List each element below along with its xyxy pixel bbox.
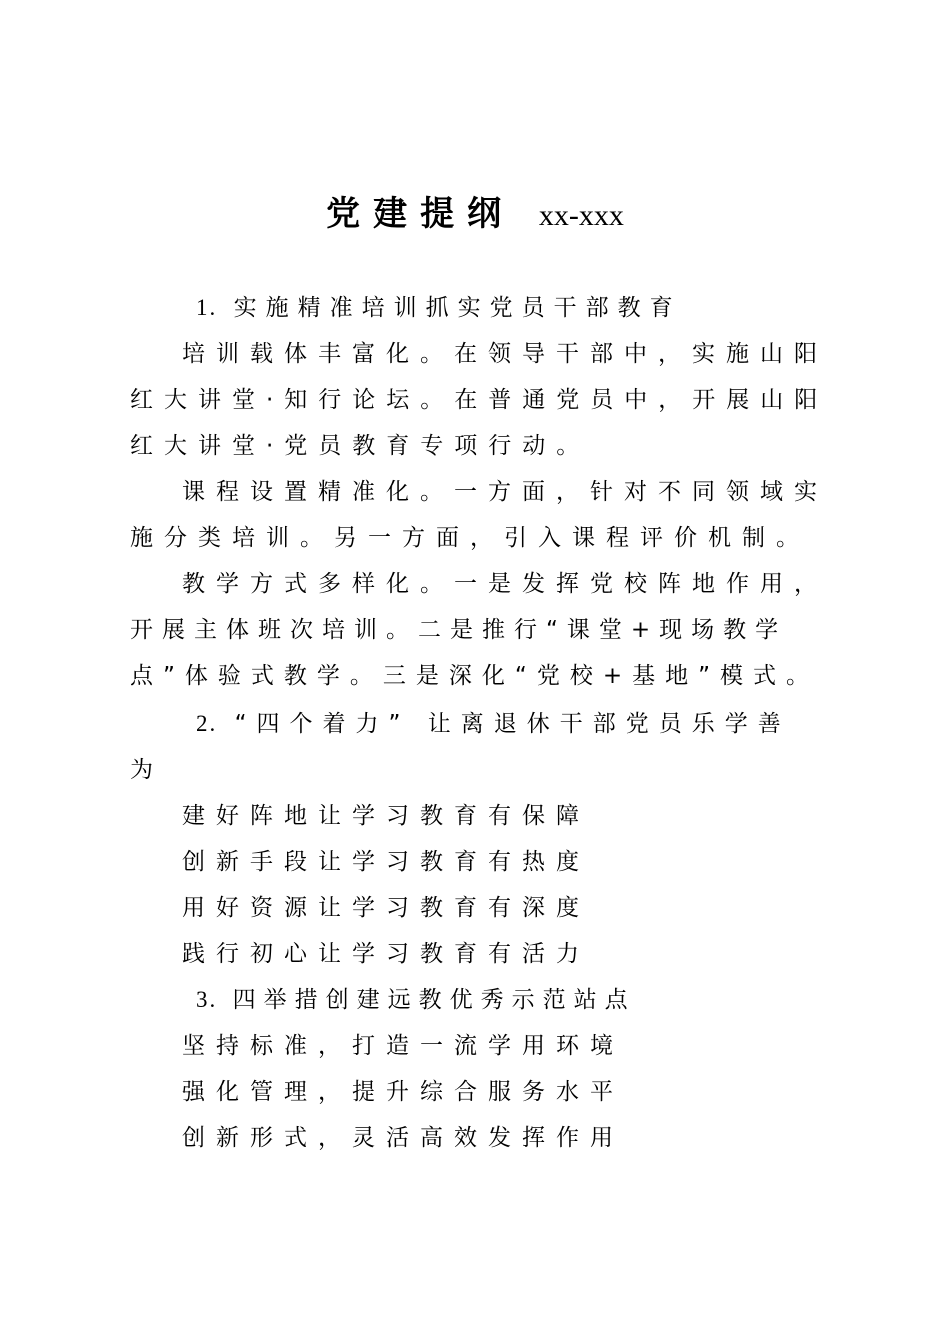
paragraph-line: 红大讲堂·知行论坛。在普通党员中，开展山阳 — [130, 387, 829, 413]
paragraph-line: 培训载体丰富化。在领导干部中，实施山阳 — [182, 341, 828, 367]
paragraph-line: 施分类培训。另一方面，引入课程评价机制。 — [130, 525, 810, 551]
list-item: 践行初心让学习教育有活力 — [182, 941, 590, 967]
list-item: 建好阵地让学习教育有保障 — [182, 803, 590, 829]
section-2-title: “四个着力” 让离退休干部党员乐学善 — [234, 711, 791, 737]
page-title — [0, 188, 950, 242]
section-2-number: 2. — [196, 711, 218, 736]
paragraph-line: 教学方式多样化。一是发挥党校阵地作用， — [182, 571, 828, 597]
section-3-heading — [196, 980, 896, 1020]
list-item: 创新手段让学习教育有热度 — [182, 849, 590, 875]
section-3-title: 四举措创建远教优秀示范站点 — [232, 987, 636, 1013]
title-text: 党建提纲 — [326, 194, 515, 234]
paragraph-line: 红大讲堂·党员教育专项行动。 — [130, 433, 591, 459]
section-2-heading-continued: 为 — [130, 757, 164, 783]
list-item: 创新形式，灵活高效发挥作用 — [182, 1125, 624, 1151]
section-1-heading — [196, 288, 896, 328]
paragraph-line: 开展主体班次培训。二是推行“课堂+现场教学 — [130, 617, 788, 643]
paragraph-line: 课程设置精准化。一方面，针对不同领域实 — [182, 479, 828, 505]
list-item: 强化管理，提升综合服务水平 — [182, 1079, 624, 1105]
title-suffix: xx-xxx — [538, 199, 624, 232]
section-2-heading — [196, 704, 896, 744]
section-3-number: 3. — [196, 987, 218, 1012]
section-1-number: 1. — [196, 295, 218, 320]
list-item: 用好资源让学习教育有深度 — [182, 895, 590, 921]
paragraph-line: 点”体验式教学。三是深化“党校+基地”模式。 — [130, 663, 820, 689]
list-item: 坚持标准，打造一流学用环境 — [182, 1033, 624, 1059]
section-1-title: 实施精准培训抓实党员干部教育 — [233, 295, 682, 321]
